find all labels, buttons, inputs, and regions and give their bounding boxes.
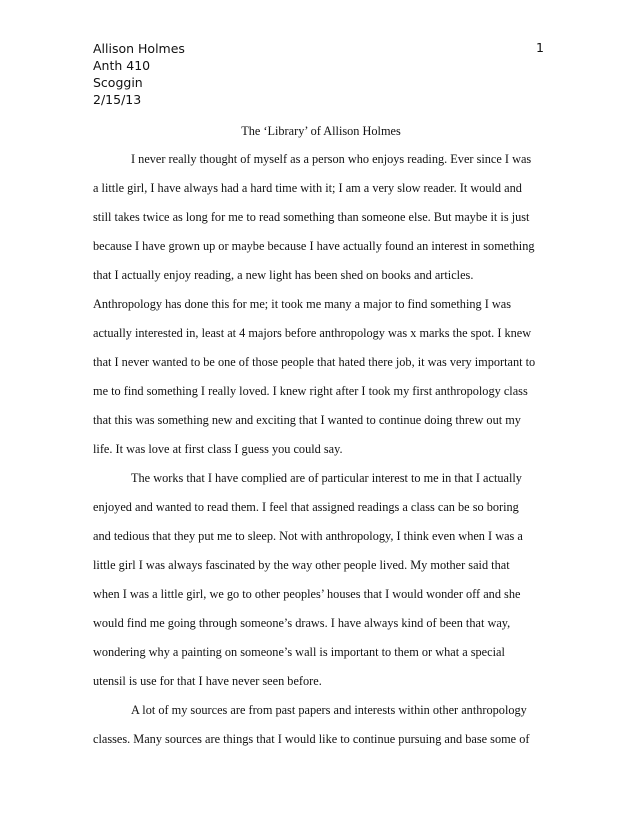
body-line: still takes twice as long for me to read something than someone else. But maybe it is just [93,210,530,224]
body-line: a little girl, I have always had a hard time with it; I am a very slow reader. It would and [93,181,522,195]
header-date: 2/15/13 [93,92,142,107]
header-course: Anth 410 [93,58,151,73]
body-line: classes. Many sources are things that I would like to continue pursuing and base some of [93,732,530,746]
body-line: little girl I was always fascinated by the way other people lived. My mother said that [93,558,510,572]
body-line: Anthropology has done this for me; it took me many a major to find something I was [93,297,512,311]
body-line: The works that I have complied are of particular interest to me in that I actually [131,471,522,485]
body-line: that I actually enjoy reading, a new light has been shed on books and articles. [93,268,474,282]
body-line: A lot of my sources are from past papers and interests within other anthropology [131,703,527,717]
body-line: would find me going through someone’s draws. I have always kind of been that way, [93,616,511,630]
body-line: actually interested in, least at 4 majors before anthropology was x marks the spot. I knew [93,326,532,340]
essay-title: The ‘Library’ of Allison Holmes [241,124,401,138]
body-line: and tedious that they put me to sleep. Not with anthropology, I think even when I was a [93,529,523,543]
body-line: enjoyed and wanted to read them. I feel that assigned readings a class can be so boring [93,500,519,514]
body-line: that this was something new and exciting that I wanted to continue doing threw out my [93,413,521,427]
page-number: 1 [536,40,544,55]
body-line: that I never wanted to be one of those people that hated there job, it was very important to [93,355,536,369]
body-line: life. It was love at first class I guess you could say. [93,442,343,456]
header-instructor: Scoggin [93,75,143,90]
body-line: because I have grown up or maybe because I have actually found an interest in something [93,239,535,253]
header-author: Allison Holmes [93,41,185,56]
body-line: utensil is use for that I have never seen before. [93,674,322,688]
body-line: when I was a little girl, we go to other peoples’ houses that I would wonder off and she [93,587,521,601]
body-line: wondering why a painting on someone’s wall is important to them or what a special [93,645,505,659]
body-line: me to find something I really loved. I knew right after I took my first anthropology class [93,384,528,398]
body-line: I never really thought of myself as a person who enjoys reading. Ever since I was [131,152,532,166]
